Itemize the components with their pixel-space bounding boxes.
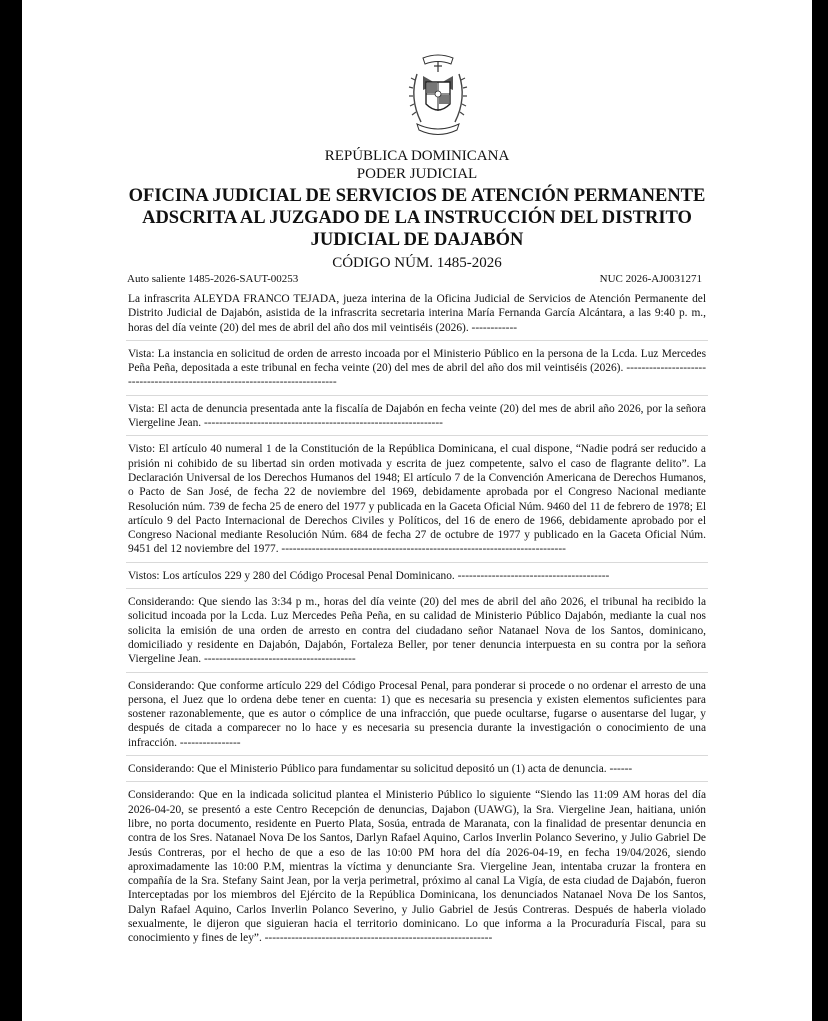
paragraph-vista-acta: Vista: El acta de denuncia presentada ante la fiscalía de Dajabón en fecha veinte (20) del mes de abril año 2026, por la señora Viergeline Jean. --------------------------------------------------------------- xyxy=(128,402,706,437)
auto-number: Auto saliente 1485-2026-SAUT-00253 xyxy=(127,273,299,285)
office-title: OFICINA JUDICIAL DE SERVICIOS DE ATENCIÓN PERMANENTE ADSCRITA AL JUZGADO DE LA INSTRUCCIÓN DEL DISTRITO JUDICIAL DE DAJABÓN xyxy=(128,186,706,250)
paragraph-considerando-2: Considerando: Que conforme artículo 229 del Código Procesal Penal, para ponderar si procede o no ordenar el arresto de una persona, el Juez que lo ordena debe tener en cuenta: 1) que es necesaria su presencia y existen elementos suficientes para sostener razonablemente, que es autor o cómplice de una infracción, que puede ocultarse, fugarse o ausentarse del lugar, y después de citada a comparecer no lo hace y es necesaria su presencia durante la investigación o conocimiento de una infracción. ---------------- xyxy=(128,679,706,756)
document-body xyxy=(128,292,706,952)
paragraph-intro: La infrascrita ALEYDA FRANCO TEJADA, jueza interina de la Oficina Judicial de Servicios de Atención Permanente del Distrito Judicial de Dajabón, asistida de la infrascrita secretaria interina María Fernanda García Alcántara, a las 9:40 p. m., horas del día veinte (20) del mes de abril del año dos mil veintiséis (2026). ------------ xyxy=(128,292,706,341)
document-code: CÓDIGO NÚM. 1485-2026 xyxy=(332,255,502,271)
paragraph-vistos-codigo: Vistos: Los artículos 229 y 280 del Código Procesal Penal Dominicano. ---------------------------------------- xyxy=(128,569,706,589)
paragraph-vista-instancia: Vista: La instancia en solicitud de orden de arresto incoada por el Ministerio Público en la persona de la Lcda. Luz Mercedes Peña Peña, depositada a este tribunal en fecha veinte (20) del mes de abril del año dos mil veintiséis (2026). ---------------------------------------------------------------------------- xyxy=(128,347,706,396)
paragraph-visto-articulo: Visto: El artículo 40 numeral 1 de la Constitución de la República Dominicana, el cual dispone, “Nadie podrá ser reducido a prisión ni cohibido de su libertad sin orden motivada y escrita de juez competente, salvo el caso de flagrante delito”. La Declaración Universal de los Derechos Humanos del 1948; El artículo 7 de la Convención Americana de Derechos Humanos, o Pacto de San José, de fecha 22 de noviembre del 1969, debidamente aprobada por el Congreso Nacional mediante Resolución núm. 739 de fecha 25 de enero del 1977 y publicada en la Gaceta Oficial Núm. 9460 del 11 de febrero de 1978; El artículo 9 del Pacto Internacional de Derechos Civiles y Políticos, del 16 de enero de 1966, debidamente aprobado por el Congreso Nacional mediante Resolución Núm. 684 de fecha 27 de octubre de 1977 y publicado en la Gaceta Oficial Núm. 9451 del 12 noviembre del 1977. --------------------------------------------------------------------------- xyxy=(128,442,706,562)
paragraph-considerando-1: Considerando: Que siendo las 3:34 p m., horas del día veinte (20) del mes de abril del año 2026, el tribunal ha recibido la solicitud incoada por la Lcda. Luz Mercedes Peña Peña, en su calidad de Ministerio Público Dajabón, mediante la cual nos solicita la emisión de una orden de arresto en contra del ciudadano señor Natanael Nova de los Santos, dominicano, domiciliado y residente en Dajabón, Dajabón, Fortaleza Beller, por tener denuncia interpuesta en su contra por la señora Viergeline Jean. ---------------------------------------- xyxy=(128,595,706,672)
coat-of-arms-seal xyxy=(407,50,469,144)
document-page xyxy=(22,0,812,1021)
country-heading: REPÚBLICA DOMINICANA xyxy=(324,148,510,164)
nuc-number: NUC 2026-AJ0031271 xyxy=(599,273,702,285)
branch-heading: PODER JUDICIAL xyxy=(356,166,478,182)
paragraph-considerando-4: Considerando: Que en la indicada solicitud plantea el Ministerio Público lo siguiente “Siendo las 11:09 AM horas del día 2026-04-20, se presentó a este Centro Recepción de denuncias, Dajabon (UAWG), la Sra. Viergeline Jean, haitiana, unión libre, no porta documento, residente en Puerto Plata, Sosúa, entrada de Maranata, con la finalidad de presentar denuncia en contra de los Sres. Natanael Nova De los Santos, Darlyn Rafael Aquino, Carlos Inverlin Polanco Severino, y Julio Gabriel De Jesús Contreras, por el hecho de que a eso de las 10:00 PM hora del día 2026-04-19, en fecha 19/04/2026, siendo aproximadamente las 10:00 P.M, mientras la víctima y denunciante Sra. Viergeline Jean, intentaba cruzar la frontera en compañía de la Sra. Stefany Saint Jean, por la verja perimetral, próximo al canal La Vigía, de esta ciudad de Dajabón, fueron Interceptadas por los miembros del Ejército de la República Dominicana, los denunciados Natanael Nova De los Santos, Dalyn Rafael Aquino, Carlos Inverlin Polanco Severino, y Julio Gabriel de Jesús Contreras. Después de haberla violado sexualmente, le dijeron que siguieran hacia el territorio dominicano. Lo que informa a la Procuraduría Fiscal, para su conocimiento y fines de ley”. ------------------------------------------------------------ xyxy=(128,789,706,945)
paragraph-considerando-3: Considerando: Que el Ministerio Público para fundamentar su solicitud depositó un (1) acta de denuncia. ------ xyxy=(128,762,706,782)
